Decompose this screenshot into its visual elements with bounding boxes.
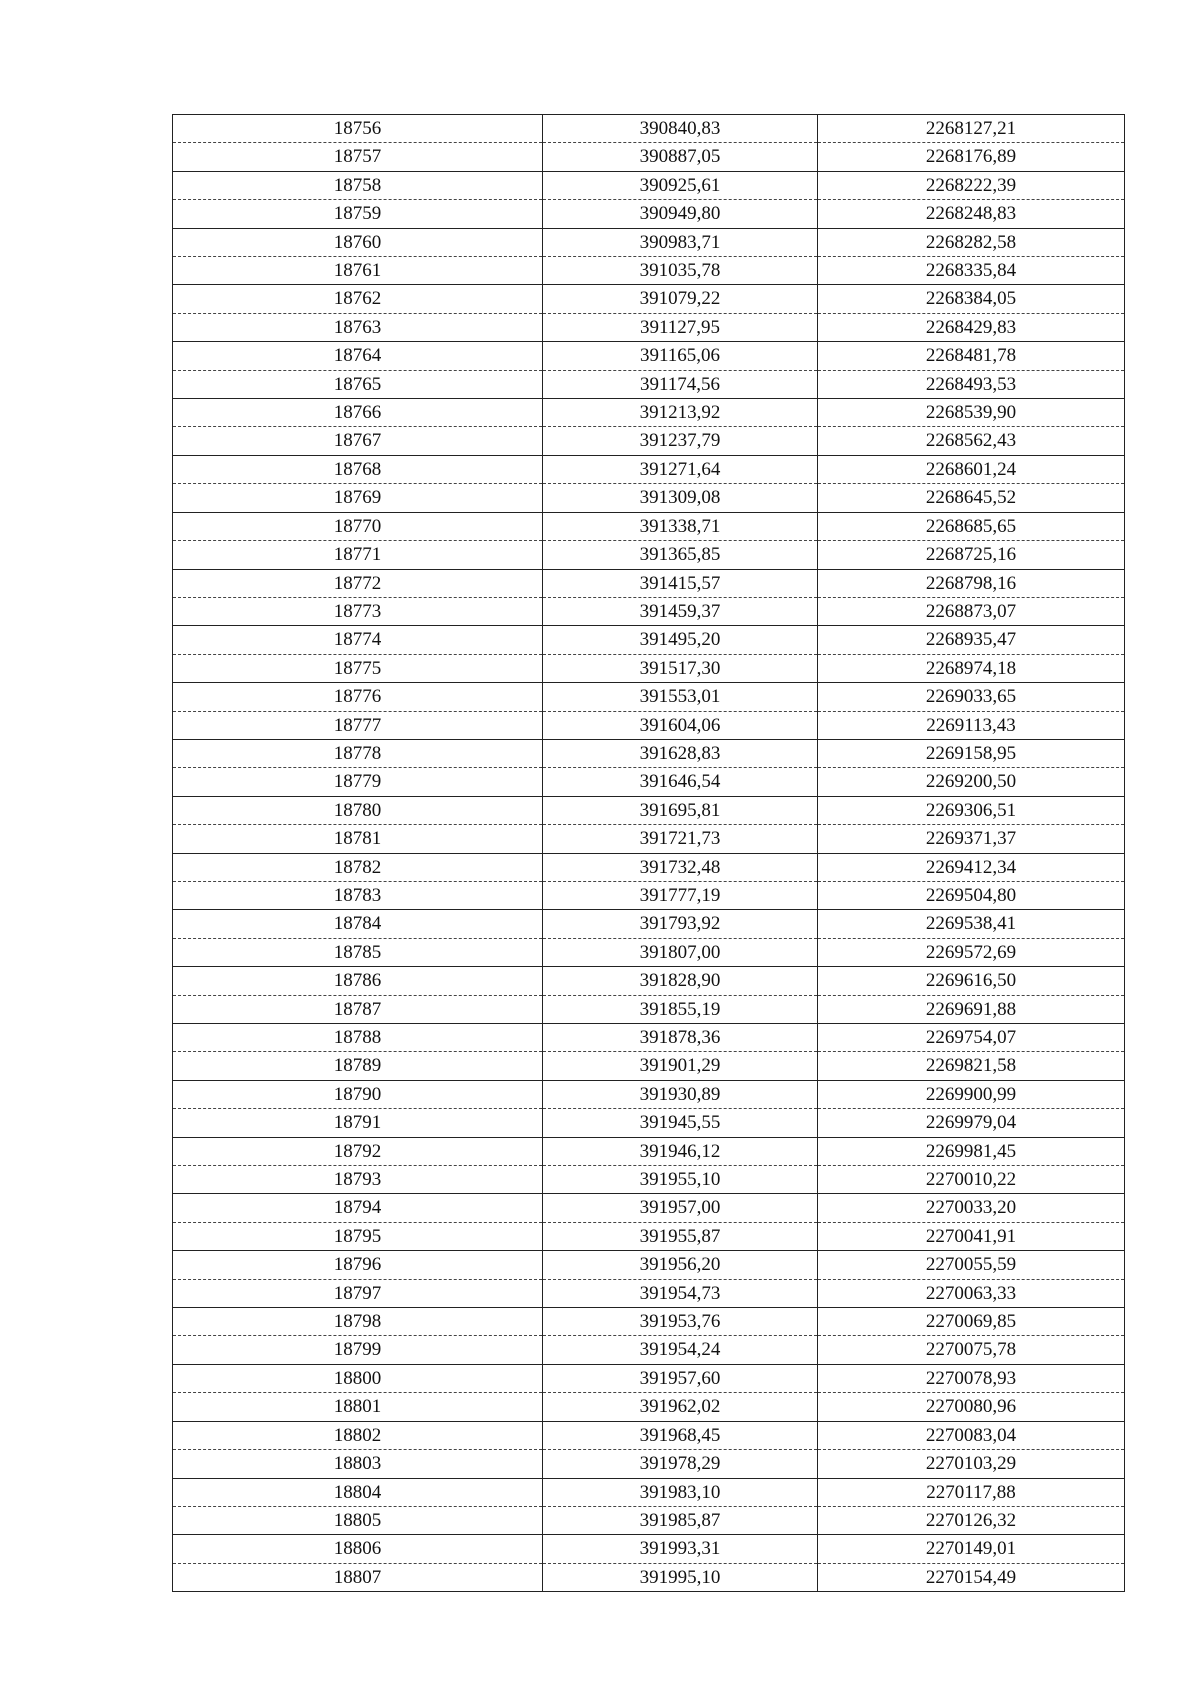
y-coordinate-cell: 2268562,43 <box>818 427 1125 455</box>
x-coordinate-cell: 391968,45 <box>543 1421 818 1449</box>
table-row <box>173 228 1125 256</box>
x-coordinate-cell: 391646,54 <box>543 768 818 796</box>
table-row <box>173 825 1125 853</box>
table-row <box>173 257 1125 285</box>
table-row <box>173 1137 1125 1165</box>
x-coordinate-cell: 391978,29 <box>543 1450 818 1478</box>
point-number-cell: 18783 <box>173 881 543 909</box>
y-coordinate-cell: 2268282,58 <box>818 228 1125 256</box>
y-coordinate-cell: 2268176,89 <box>818 143 1125 171</box>
x-coordinate-cell: 391828,90 <box>543 967 818 995</box>
y-coordinate-cell: 2268974,18 <box>818 654 1125 682</box>
table-row <box>173 967 1125 995</box>
table-row <box>173 1024 1125 1052</box>
point-number-cell: 18786 <box>173 967 543 995</box>
y-coordinate-cell: 2268248,83 <box>818 200 1125 228</box>
table-row <box>173 1222 1125 1250</box>
point-number-cell: 18758 <box>173 171 543 199</box>
x-coordinate-cell: 391213,92 <box>543 399 818 427</box>
x-coordinate-cell: 391953,76 <box>543 1308 818 1336</box>
y-coordinate-cell: 2269306,51 <box>818 796 1125 824</box>
x-coordinate-cell: 391983,10 <box>543 1478 818 1506</box>
table-row <box>173 1563 1125 1591</box>
x-coordinate-cell: 391993,31 <box>543 1535 818 1563</box>
table-row <box>173 484 1125 512</box>
coordinates-table <box>172 114 1125 1592</box>
table-row <box>173 1166 1125 1194</box>
x-coordinate-cell: 391079,22 <box>543 285 818 313</box>
y-coordinate-cell: 2269371,37 <box>818 825 1125 853</box>
table-row <box>173 683 1125 711</box>
point-number-cell: 18803 <box>173 1450 543 1478</box>
table-row <box>173 626 1125 654</box>
x-coordinate-cell: 391955,10 <box>543 1166 818 1194</box>
y-coordinate-cell: 2269981,45 <box>818 1137 1125 1165</box>
y-coordinate-cell: 2270033,20 <box>818 1194 1125 1222</box>
point-number-cell: 18792 <box>173 1137 543 1165</box>
table-row <box>173 654 1125 682</box>
y-coordinate-cell: 2270149,01 <box>818 1535 1125 1563</box>
table-row <box>173 1393 1125 1421</box>
y-coordinate-cell: 2269616,50 <box>818 967 1125 995</box>
table-row <box>173 455 1125 483</box>
x-coordinate-cell: 391777,19 <box>543 881 818 909</box>
y-coordinate-cell: 2268873,07 <box>818 597 1125 625</box>
table-row <box>173 541 1125 569</box>
point-number-cell: 18767 <box>173 427 543 455</box>
point-number-cell: 18769 <box>173 484 543 512</box>
point-number-cell: 18784 <box>173 910 543 938</box>
x-coordinate-cell: 390840,83 <box>543 115 818 143</box>
point-number-cell: 18760 <box>173 228 543 256</box>
x-coordinate-cell: 391365,85 <box>543 541 818 569</box>
y-coordinate-cell: 2268481,78 <box>818 342 1125 370</box>
y-coordinate-cell: 2270063,33 <box>818 1279 1125 1307</box>
table-row <box>173 115 1125 143</box>
y-coordinate-cell: 2269412,34 <box>818 853 1125 881</box>
table-row <box>173 711 1125 739</box>
y-coordinate-cell: 2269158,95 <box>818 739 1125 767</box>
x-coordinate-cell: 391807,00 <box>543 938 818 966</box>
x-coordinate-cell: 391946,12 <box>543 1137 818 1165</box>
point-number-cell: 18779 <box>173 768 543 796</box>
point-number-cell: 18796 <box>173 1251 543 1279</box>
y-coordinate-cell: 2268384,05 <box>818 285 1125 313</box>
point-number-cell: 18799 <box>173 1336 543 1364</box>
x-coordinate-cell: 391035,78 <box>543 257 818 285</box>
point-number-cell: 18797 <box>173 1279 543 1307</box>
y-coordinate-cell: 2269572,69 <box>818 938 1125 966</box>
table-row <box>173 1478 1125 1506</box>
table-row <box>173 796 1125 824</box>
point-number-cell: 18794 <box>173 1194 543 1222</box>
point-number-cell: 18770 <box>173 512 543 540</box>
table-row <box>173 143 1125 171</box>
point-number-cell: 18766 <box>173 399 543 427</box>
x-coordinate-cell: 391517,30 <box>543 654 818 682</box>
y-coordinate-cell: 2270041,91 <box>818 1222 1125 1250</box>
table-row <box>173 1450 1125 1478</box>
x-coordinate-cell: 391955,87 <box>543 1222 818 1250</box>
point-number-cell: 18777 <box>173 711 543 739</box>
x-coordinate-cell: 391174,56 <box>543 370 818 398</box>
point-number-cell: 18802 <box>173 1421 543 1449</box>
y-coordinate-cell: 2268798,16 <box>818 569 1125 597</box>
table-row <box>173 200 1125 228</box>
point-number-cell: 18793 <box>173 1166 543 1194</box>
y-coordinate-cell: 2270103,29 <box>818 1450 1125 1478</box>
point-number-cell: 18782 <box>173 853 543 881</box>
y-coordinate-cell: 2268429,83 <box>818 313 1125 341</box>
point-number-cell: 18763 <box>173 313 543 341</box>
x-coordinate-cell: 391165,06 <box>543 342 818 370</box>
x-coordinate-cell: 391271,64 <box>543 455 818 483</box>
point-number-cell: 18761 <box>173 257 543 285</box>
table-row <box>173 853 1125 881</box>
point-number-cell: 18765 <box>173 370 543 398</box>
y-coordinate-cell: 2269979,04 <box>818 1109 1125 1137</box>
y-coordinate-cell: 2270069,85 <box>818 1308 1125 1336</box>
y-coordinate-cell: 2270126,32 <box>818 1506 1125 1534</box>
x-coordinate-cell: 391628,83 <box>543 739 818 767</box>
y-coordinate-cell: 2268127,21 <box>818 115 1125 143</box>
y-coordinate-cell: 2270075,78 <box>818 1336 1125 1364</box>
point-number-cell: 18806 <box>173 1535 543 1563</box>
point-number-cell: 18764 <box>173 342 543 370</box>
point-number-cell: 18790 <box>173 1080 543 1108</box>
y-coordinate-cell: 2269033,65 <box>818 683 1125 711</box>
table-row <box>173 512 1125 540</box>
y-coordinate-cell: 2269754,07 <box>818 1024 1125 1052</box>
table-row <box>173 1279 1125 1307</box>
y-coordinate-cell: 2268222,39 <box>818 171 1125 199</box>
point-number-cell: 18775 <box>173 654 543 682</box>
table-row <box>173 1080 1125 1108</box>
x-coordinate-cell: 391985,87 <box>543 1506 818 1534</box>
y-coordinate-cell: 2268335,84 <box>818 257 1125 285</box>
y-coordinate-cell: 2269821,58 <box>818 1052 1125 1080</box>
point-number-cell: 18774 <box>173 626 543 654</box>
y-coordinate-cell: 2270055,59 <box>818 1251 1125 1279</box>
table-row <box>173 881 1125 909</box>
point-number-cell: 18768 <box>173 455 543 483</box>
point-number-cell: 18785 <box>173 938 543 966</box>
table-row <box>173 1506 1125 1534</box>
x-coordinate-cell: 391553,01 <box>543 683 818 711</box>
point-number-cell: 18791 <box>173 1109 543 1137</box>
y-coordinate-cell: 2268601,24 <box>818 455 1125 483</box>
x-coordinate-cell: 391995,10 <box>543 1563 818 1591</box>
x-coordinate-cell: 390949,80 <box>543 200 818 228</box>
x-coordinate-cell: 391957,00 <box>543 1194 818 1222</box>
coordinates-table-body <box>173 115 1125 1592</box>
x-coordinate-cell: 391721,73 <box>543 825 818 853</box>
x-coordinate-cell: 391338,71 <box>543 512 818 540</box>
x-coordinate-cell: 391962,02 <box>543 1393 818 1421</box>
point-number-cell: 18781 <box>173 825 543 853</box>
point-number-cell: 18788 <box>173 1024 543 1052</box>
y-coordinate-cell: 2270117,88 <box>818 1478 1125 1506</box>
table-row <box>173 1052 1125 1080</box>
table-row <box>173 1421 1125 1449</box>
point-number-cell: 18757 <box>173 143 543 171</box>
table-row <box>173 938 1125 966</box>
table-row <box>173 995 1125 1023</box>
point-number-cell: 18776 <box>173 683 543 711</box>
point-number-cell: 18771 <box>173 541 543 569</box>
x-coordinate-cell: 391878,36 <box>543 1024 818 1052</box>
table-row <box>173 1308 1125 1336</box>
point-number-cell: 18772 <box>173 569 543 597</box>
table-row <box>173 285 1125 313</box>
x-coordinate-cell: 391695,81 <box>543 796 818 824</box>
x-coordinate-cell: 391945,55 <box>543 1109 818 1137</box>
table-row <box>173 739 1125 767</box>
x-coordinate-cell: 391930,89 <box>543 1080 818 1108</box>
y-coordinate-cell: 2268645,52 <box>818 484 1125 512</box>
table-row <box>173 768 1125 796</box>
table-row <box>173 342 1125 370</box>
point-number-cell: 18787 <box>173 995 543 1023</box>
table-row <box>173 1251 1125 1279</box>
x-coordinate-cell: 391954,24 <box>543 1336 818 1364</box>
point-number-cell: 18756 <box>173 115 543 143</box>
y-coordinate-cell: 2270083,04 <box>818 1421 1125 1449</box>
point-number-cell: 18773 <box>173 597 543 625</box>
table-row <box>173 1109 1125 1137</box>
x-coordinate-cell: 391415,57 <box>543 569 818 597</box>
y-coordinate-cell: 2269900,99 <box>818 1080 1125 1108</box>
table-row <box>173 569 1125 597</box>
x-coordinate-cell: 391237,79 <box>543 427 818 455</box>
table-row <box>173 1194 1125 1222</box>
y-coordinate-cell: 2269113,43 <box>818 711 1125 739</box>
table-row <box>173 1535 1125 1563</box>
x-coordinate-cell: 391954,73 <box>543 1279 818 1307</box>
x-coordinate-cell: 391459,37 <box>543 597 818 625</box>
y-coordinate-cell: 2268685,65 <box>818 512 1125 540</box>
y-coordinate-cell: 2269504,80 <box>818 881 1125 909</box>
x-coordinate-cell: 390983,71 <box>543 228 818 256</box>
table-row <box>173 1336 1125 1364</box>
point-number-cell: 18780 <box>173 796 543 824</box>
y-coordinate-cell: 2268493,53 <box>818 370 1125 398</box>
y-coordinate-cell: 2268935,47 <box>818 626 1125 654</box>
table-row <box>173 597 1125 625</box>
y-coordinate-cell: 2268725,16 <box>818 541 1125 569</box>
table-row <box>173 399 1125 427</box>
x-coordinate-cell: 391604,06 <box>543 711 818 739</box>
point-number-cell: 18789 <box>173 1052 543 1080</box>
point-number-cell: 18778 <box>173 739 543 767</box>
y-coordinate-cell: 2269538,41 <box>818 910 1125 938</box>
x-coordinate-cell: 391793,92 <box>543 910 818 938</box>
point-number-cell: 18800 <box>173 1364 543 1392</box>
x-coordinate-cell: 390925,61 <box>543 171 818 199</box>
x-coordinate-cell: 391495,20 <box>543 626 818 654</box>
point-number-cell: 18805 <box>173 1506 543 1534</box>
x-coordinate-cell: 391957,60 <box>543 1364 818 1392</box>
point-number-cell: 18807 <box>173 1563 543 1591</box>
x-coordinate-cell: 391309,08 <box>543 484 818 512</box>
table-row <box>173 370 1125 398</box>
x-coordinate-cell: 390887,05 <box>543 143 818 171</box>
table-row <box>173 910 1125 938</box>
x-coordinate-cell: 391855,19 <box>543 995 818 1023</box>
point-number-cell: 18798 <box>173 1308 543 1336</box>
point-number-cell: 18759 <box>173 200 543 228</box>
y-coordinate-cell: 2270154,49 <box>818 1563 1125 1591</box>
table-row <box>173 1364 1125 1392</box>
table-row <box>173 171 1125 199</box>
y-coordinate-cell: 2269691,88 <box>818 995 1125 1023</box>
x-coordinate-cell: 391956,20 <box>543 1251 818 1279</box>
point-number-cell: 18795 <box>173 1222 543 1250</box>
point-number-cell: 18762 <box>173 285 543 313</box>
x-coordinate-cell: 391127,95 <box>543 313 818 341</box>
point-number-cell: 18801 <box>173 1393 543 1421</box>
y-coordinate-cell: 2268539,90 <box>818 399 1125 427</box>
y-coordinate-cell: 2270080,96 <box>818 1393 1125 1421</box>
x-coordinate-cell: 391901,29 <box>543 1052 818 1080</box>
y-coordinate-cell: 2270010,22 <box>818 1166 1125 1194</box>
table-row <box>173 313 1125 341</box>
x-coordinate-cell: 391732,48 <box>543 853 818 881</box>
point-number-cell: 18804 <box>173 1478 543 1506</box>
y-coordinate-cell: 2269200,50 <box>818 768 1125 796</box>
y-coordinate-cell: 2270078,93 <box>818 1364 1125 1392</box>
table-row <box>173 427 1125 455</box>
